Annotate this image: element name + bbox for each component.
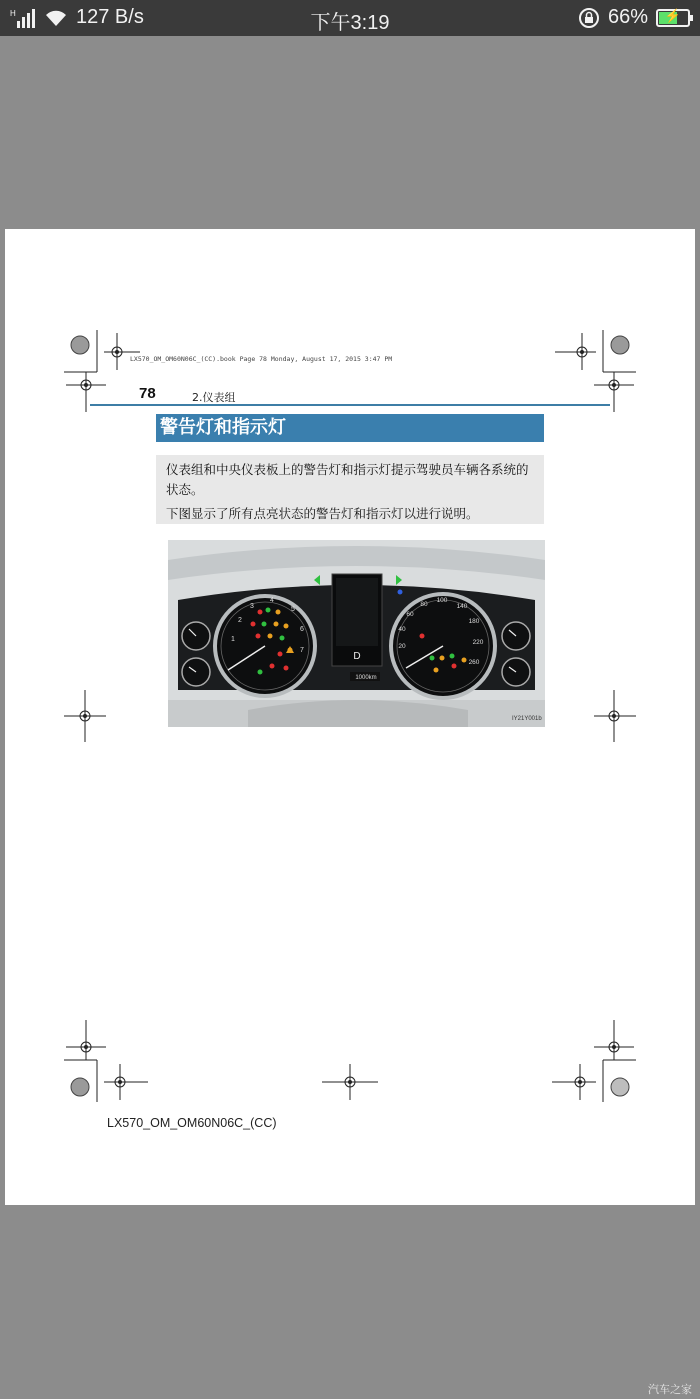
speed-label: 220 — [472, 639, 484, 646]
speed-label: 20 — [398, 643, 406, 650]
intro-box — [156, 455, 544, 524]
header-rule — [90, 404, 610, 406]
instrument-cluster-figure — [168, 540, 545, 727]
speed-label: 180 — [468, 618, 480, 625]
tach-label: 7 — [300, 647, 304, 654]
tach-label: 5 — [291, 606, 295, 613]
odometer: 1000km — [355, 675, 377, 681]
gear-display: D — [353, 651, 361, 662]
tach-label: 6 — [300, 626, 304, 633]
book-header-line: LX570_OM_OM60N06C_(CC).book Page 78 Monday, August 17, 2015 3:47 PM — [130, 355, 393, 363]
speed-label: 260 — [468, 659, 480, 666]
battery-charging-icon: ⚡ — [656, 9, 690, 27]
page-number: 78 — [139, 385, 156, 402]
speed-label: 40 — [398, 626, 406, 633]
speed-label: 60 — [406, 611, 414, 618]
speed-label: 140 — [456, 603, 468, 610]
intro-paragraph: 仪表组和中央仪表板上的警告灯和指示灯提示驾驶员车辆各系统的状态。 — [166, 462, 529, 497]
intro-paragraph: 下图显示了所有点亮状态的警告灯和指示灯以进行说明。 — [166, 506, 479, 521]
clock: 下午3:19 — [310, 12, 390, 34]
figure-code: IY21Y001b — [512, 716, 542, 722]
book-footer: LX570_OM_OM60N06C_(CC) — [107, 1116, 277, 1130]
page-title: 警告灯和指示灯 — [156, 414, 544, 442]
battery-percent: 66% — [607, 6, 648, 28]
tach-label: 1 — [231, 636, 235, 643]
svg-text:H: H — [10, 8, 16, 18]
speed-label: 100 — [436, 597, 448, 604]
speed-label: 80 — [420, 601, 428, 608]
network-speed: 127 B/s — [76, 6, 144, 28]
section-label: 2.仪表组 — [192, 391, 236, 404]
tach-label: 2 — [238, 617, 242, 624]
tach-label: 3 — [250, 603, 254, 610]
tach-label: 4 — [270, 597, 274, 604]
watermark: 汽车之家 — [648, 1383, 692, 1396]
